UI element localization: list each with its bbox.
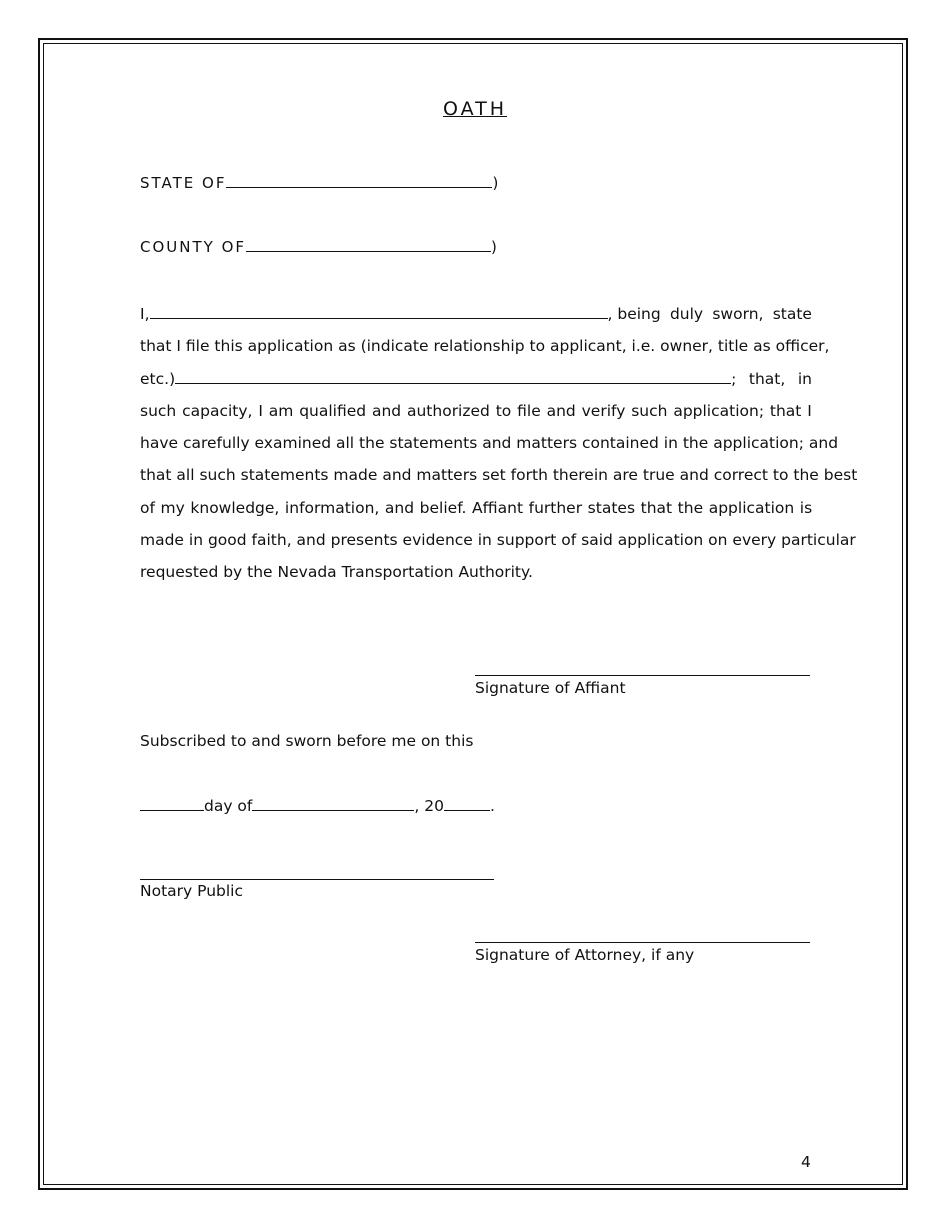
oath-line-8: made in good faith, and presents evidence in support of said application on every particular — [140, 531, 856, 550]
oath-duly-text: duly — [669, 305, 704, 323]
oath-sworn-text: sworn, — [712, 305, 764, 323]
date-period-text: . — [489, 797, 495, 815]
oath-line-2 — [140, 330, 830, 362]
oath-i-text: I, — [140, 305, 150, 323]
oath-semicolon-text: ; — [731, 369, 737, 388]
oath-line-1 — [140, 298, 812, 330]
county-of-label: COUNTY OF — [140, 238, 247, 256]
county-of-bracket: ) — [491, 238, 499, 256]
oath-line-9: requested by the Nevada Transportation Authority. — [140, 563, 533, 582]
oath-line-5: have carefully examined all the statements and matters contained in the application; and — [140, 434, 839, 453]
oath-paragraph — [140, 298, 858, 589]
notary-label: Notary Public — [140, 882, 243, 900]
affiant-signature-label: Signature of Affiant — [475, 679, 626, 697]
year-field[interactable] — [444, 796, 490, 811]
page-border-inner — [43, 43, 903, 1185]
date-line — [140, 796, 495, 815]
affiant-name-field[interactable] — [150, 304, 608, 319]
state-of-bracket: ) — [492, 174, 501, 192]
year-prefix-text: , 20 — [414, 797, 444, 815]
state-of-field[interactable] — [226, 173, 492, 188]
oath-state-text: state — [772, 305, 812, 323]
oath-line-2-text: that I file this application as (indicate relationship to applicant, i.e. owner, title as officer, — [140, 337, 830, 356]
oath-in-text: in — [797, 369, 812, 388]
page-number: 4 — [801, 1153, 811, 1171]
attorney-signature-line[interactable] — [475, 942, 810, 943]
oath-line-6: that all such statements made and matters set forth therein are true and correct to the best — [140, 466, 858, 485]
oath-line-3 — [140, 363, 812, 395]
state-of-label: STATE OF — [140, 174, 227, 192]
subscribed-text: Subscribed to and sworn before me on this — [140, 732, 474, 750]
relationship-field[interactable] — [175, 369, 731, 384]
day-field[interactable] — [140, 796, 204, 811]
oath-line-4: such capacity, I am qualified and authorized to file and verify such application; that I — [140, 401, 812, 420]
oath-being-text: , being — [607, 305, 661, 323]
oath-etc-text: etc.) — [140, 369, 176, 388]
affiant-signature-line[interactable] — [475, 675, 810, 676]
notary-signature-line[interactable] — [140, 879, 494, 880]
attorney-signature-label: Signature of Attorney, if any — [475, 946, 695, 964]
oath-that-text: that, — [748, 369, 786, 388]
oath-line-7: of my knowledge, information, and belief. Affiant further states that the application is — [140, 498, 813, 517]
state-of-line — [140, 173, 500, 192]
month-field[interactable] — [252, 796, 414, 811]
page-title: OATH — [442, 98, 508, 120]
county-of-field[interactable] — [246, 237, 491, 252]
county-of-line — [140, 237, 499, 256]
day-of-text: day of — [204, 797, 253, 815]
